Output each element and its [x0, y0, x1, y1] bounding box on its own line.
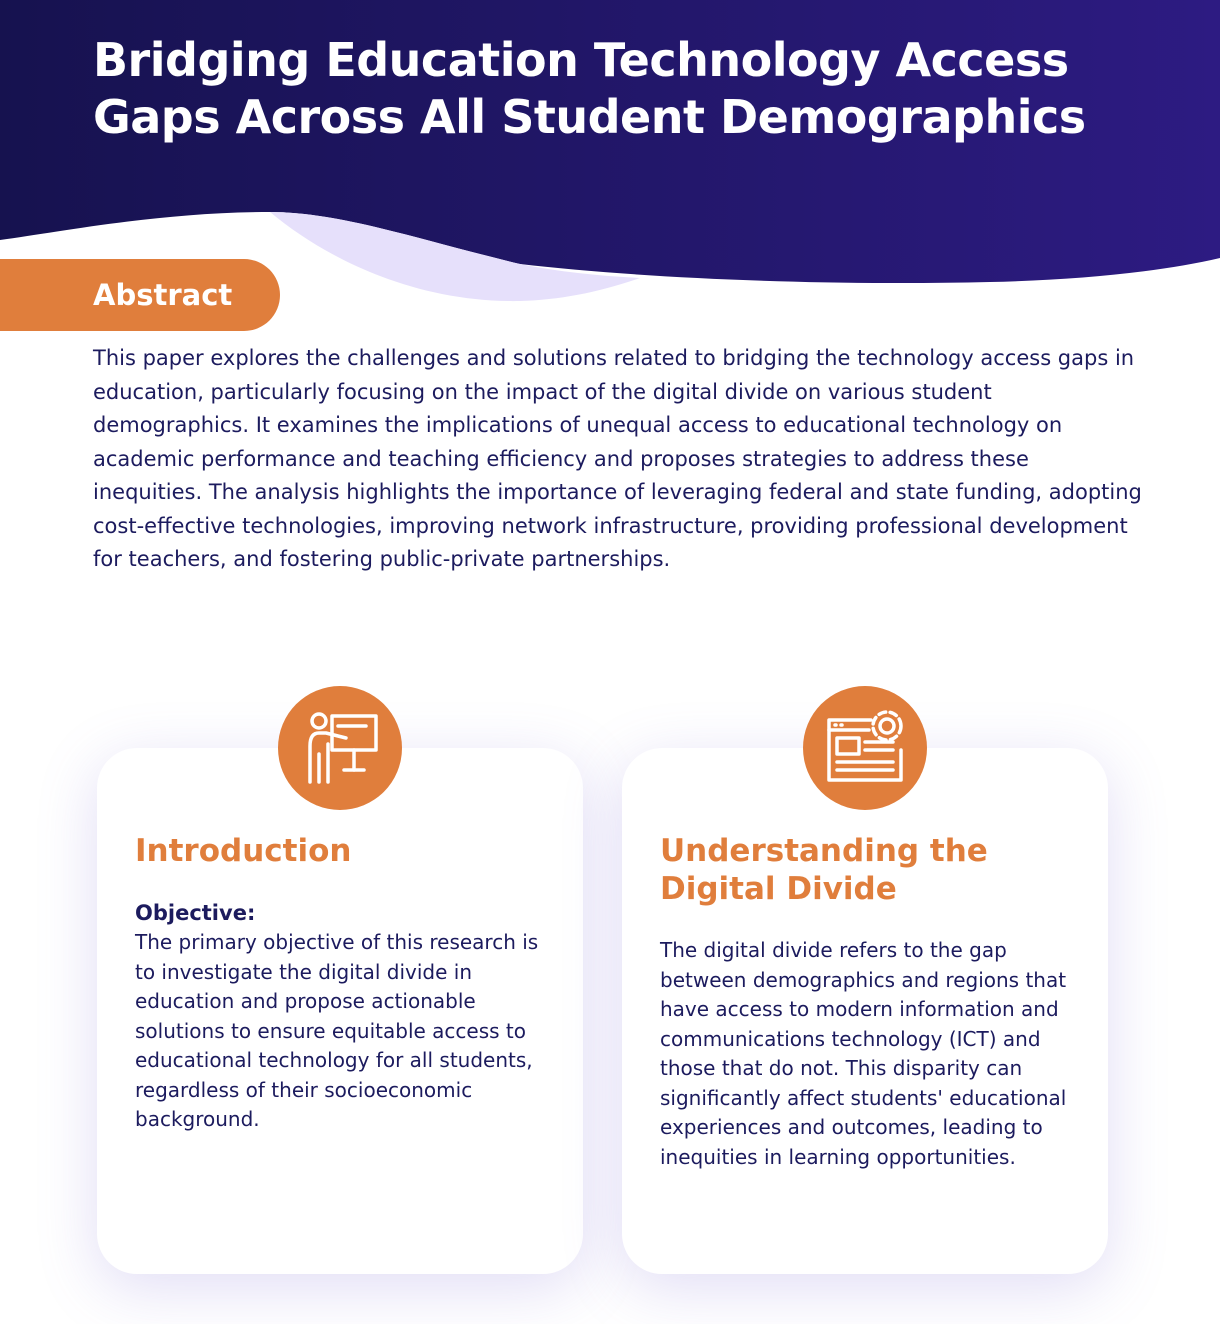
page-title: Bridging Education Technology Access Gaps Across All Student Demographics: [93, 33, 1086, 144]
web-settings-icon: [803, 686, 927, 810]
abstract-text: This paper explores the challenges and solutions related to bridging the technology access gaps in education, particularly focusing on the impact of the digital divide on various student demographics. It examines the implications of unequal access to educational technology on academic performance and teaching efficiency and proposes strategies to address these inequities. The analysis highlights the importance of leveraging federal and state funding, adopting cost-effective technologies, improving network infrastructure, providing professional development for teachers, and fostering public-private partnerships.: [93, 346, 1142, 571]
digital-divide-text: The digital divide refers to the gap between demographics and regions that have access to modern information and communications technology (ICT) and those that do not. This disparity can significantly affect students' educational experiences and outcomes, leading to inequities in learning opportunities.: [660, 938, 1067, 1169]
introduction-text: The primary objective of this research is to investigate the digital divide in education and propose actionable solutions to ensure equitable access to educational technology for all students, regardless of their socioeconomic background.: [135, 930, 539, 1131]
objective-subheading: Objective:: [135, 901, 256, 925]
introduction-card: [97, 748, 583, 1274]
abstract-label-pill: [0, 259, 280, 331]
digital-divide-card: [622, 748, 1108, 1274]
introduction-title: Introduction: [135, 833, 352, 869]
digital-divide-title: Understanding the Digital Divide: [660, 833, 988, 907]
teacher-presentation-icon: [278, 686, 402, 810]
abstract-label: Abstract: [93, 278, 233, 312]
